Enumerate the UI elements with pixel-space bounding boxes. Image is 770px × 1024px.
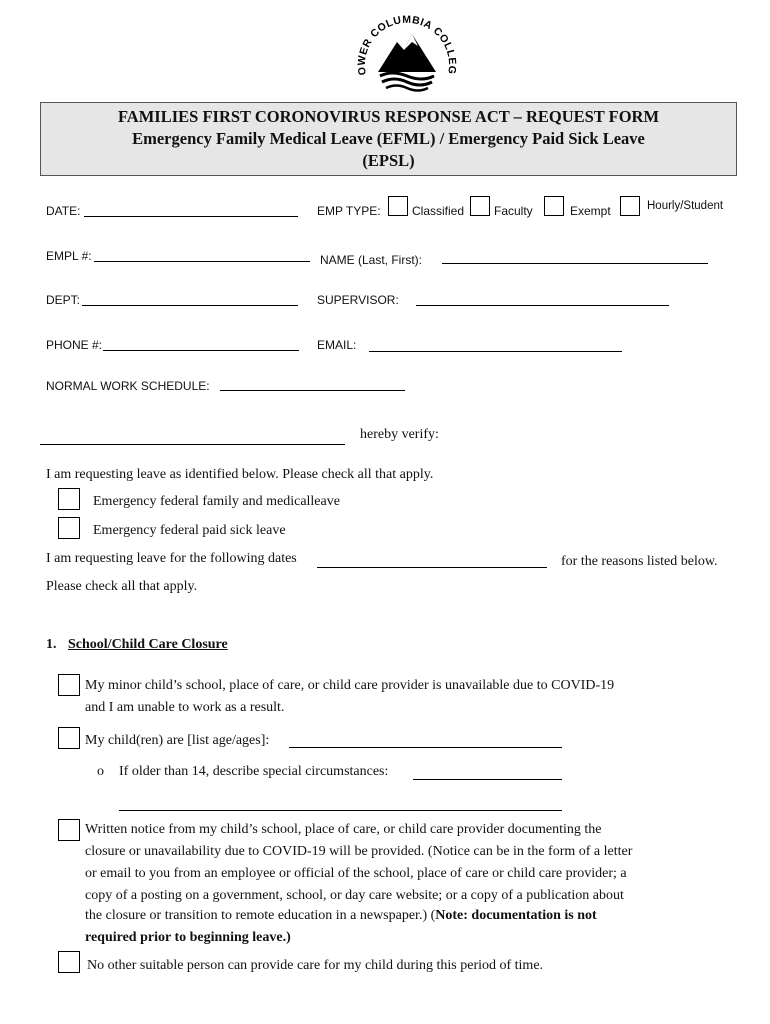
supervisor-label: SUPERVISOR: (317, 293, 399, 307)
form-title-box (40, 102, 737, 176)
special-circumstances-field[interactable] (413, 779, 562, 780)
college-logo (352, 12, 462, 92)
child-ages-field[interactable] (289, 747, 562, 748)
email-field[interactable] (369, 351, 622, 352)
epsl-label: Emergency federal paid sick leave (93, 523, 286, 538)
empl-number-label: EMPL #: (46, 249, 92, 263)
logo-text: OWER COLUMBIA COLLEG (355, 13, 459, 76)
dept-label: DEPT: (46, 293, 81, 307)
written-notice-line2: closure or unavailability due to COVID-19 will be provided. (Notice can be in the form of a letter (85, 844, 633, 859)
dates-text: I am requesting leave for the following dates (46, 551, 297, 566)
school-closure-line2: and I am unable to work as a result. (85, 700, 285, 715)
requesting-intro: I am requesting leave as identified below. Please check all that apply. (46, 467, 434, 482)
supervisor-field[interactable] (416, 305, 669, 306)
faculty-checkbox[interactable] (470, 196, 490, 216)
email-label: EMAIL: (317, 338, 357, 352)
written-notice-line3: or email to you from an employee or official of the school, place of care or child care provider; a (85, 866, 627, 881)
check-all-text: Please check all that apply. (46, 579, 198, 594)
written-notice-checkbox[interactable] (58, 819, 80, 841)
section-number: 1. (46, 637, 57, 652)
special-circumstances-label: If older than 14, describe special circumstances: (119, 764, 389, 779)
child-ages-label: My child(ren) are [list age/ages]: (85, 733, 270, 748)
written-notice-line1: Written notice from my child’s school, place of care, or child care provider documenting the (85, 822, 602, 837)
written-notice-line5-text: the closure or transition to remote education in a newspaper.) ( (85, 908, 436, 923)
hourly-student-checkbox[interactable] (620, 196, 640, 216)
no-other-care-checkbox[interactable] (58, 951, 80, 973)
no-other-care-label: No other suitable person can provide care for my child during this period of time. (87, 958, 544, 973)
schedule-label: NORMAL WORK SCHEDULE: (46, 379, 210, 393)
documentation-note: Note: documentation is not (435, 908, 597, 923)
emp-type-label: EMP TYPE: (317, 204, 381, 218)
exempt-label: Exempt (570, 204, 611, 218)
written-notice-line4: copy of a posting on a government, school, or day care website; or a copy of a publication about (85, 888, 624, 903)
employee-name-field[interactable] (40, 444, 345, 445)
special-circumstances-field-line2[interactable] (119, 810, 562, 811)
name-field[interactable] (442, 263, 708, 264)
efml-label: Emergency federal family and medicalleave (93, 494, 340, 509)
schedule-field[interactable] (220, 390, 405, 391)
empl-number-field[interactable] (94, 261, 310, 262)
form-title: FAMILIES FIRST CORONOVIRUS RESPONSE ACT – REQUEST FORM (117, 107, 660, 126)
verify-text: hereby verify: (360, 427, 439, 442)
efml-checkbox[interactable] (58, 488, 80, 510)
date-field[interactable] (84, 216, 298, 217)
exempt-checkbox[interactable] (544, 196, 564, 216)
bullet-icon: o (97, 764, 104, 779)
reasons-text: for the reasons listed below. (561, 554, 718, 569)
hourly-student-label: Hourly/Student (647, 200, 724, 212)
epsl-checkbox[interactable] (58, 517, 80, 539)
date-label: DATE: (46, 204, 81, 218)
classified-checkbox[interactable] (388, 196, 408, 216)
dept-field[interactable] (82, 305, 298, 306)
school-closure-checkbox[interactable] (58, 674, 80, 696)
dates-field[interactable] (317, 567, 547, 568)
form-subtitle-epsl: (EPSL) (362, 151, 415, 170)
phone-label: PHONE #: (46, 338, 103, 352)
school-closure-line1: My minor child’s school, place of care, or child care provider is unavailable due to COVID-19 (85, 678, 615, 693)
form-subtitle: Emergency Family Medical Leave (EFML) / Emergency Paid Sick Leave (132, 129, 645, 148)
child-ages-checkbox[interactable] (58, 727, 80, 749)
classified-label: Classified (412, 204, 465, 218)
section-title: School/Child Care Closure (68, 637, 228, 652)
faculty-label: Faculty (494, 204, 533, 218)
documentation-note-end: required prior to beginning leave.) (85, 930, 291, 945)
name-label: NAME (Last, First): (320, 253, 423, 267)
written-notice-line5 (85, 908, 597, 924)
phone-field[interactable] (103, 350, 299, 351)
